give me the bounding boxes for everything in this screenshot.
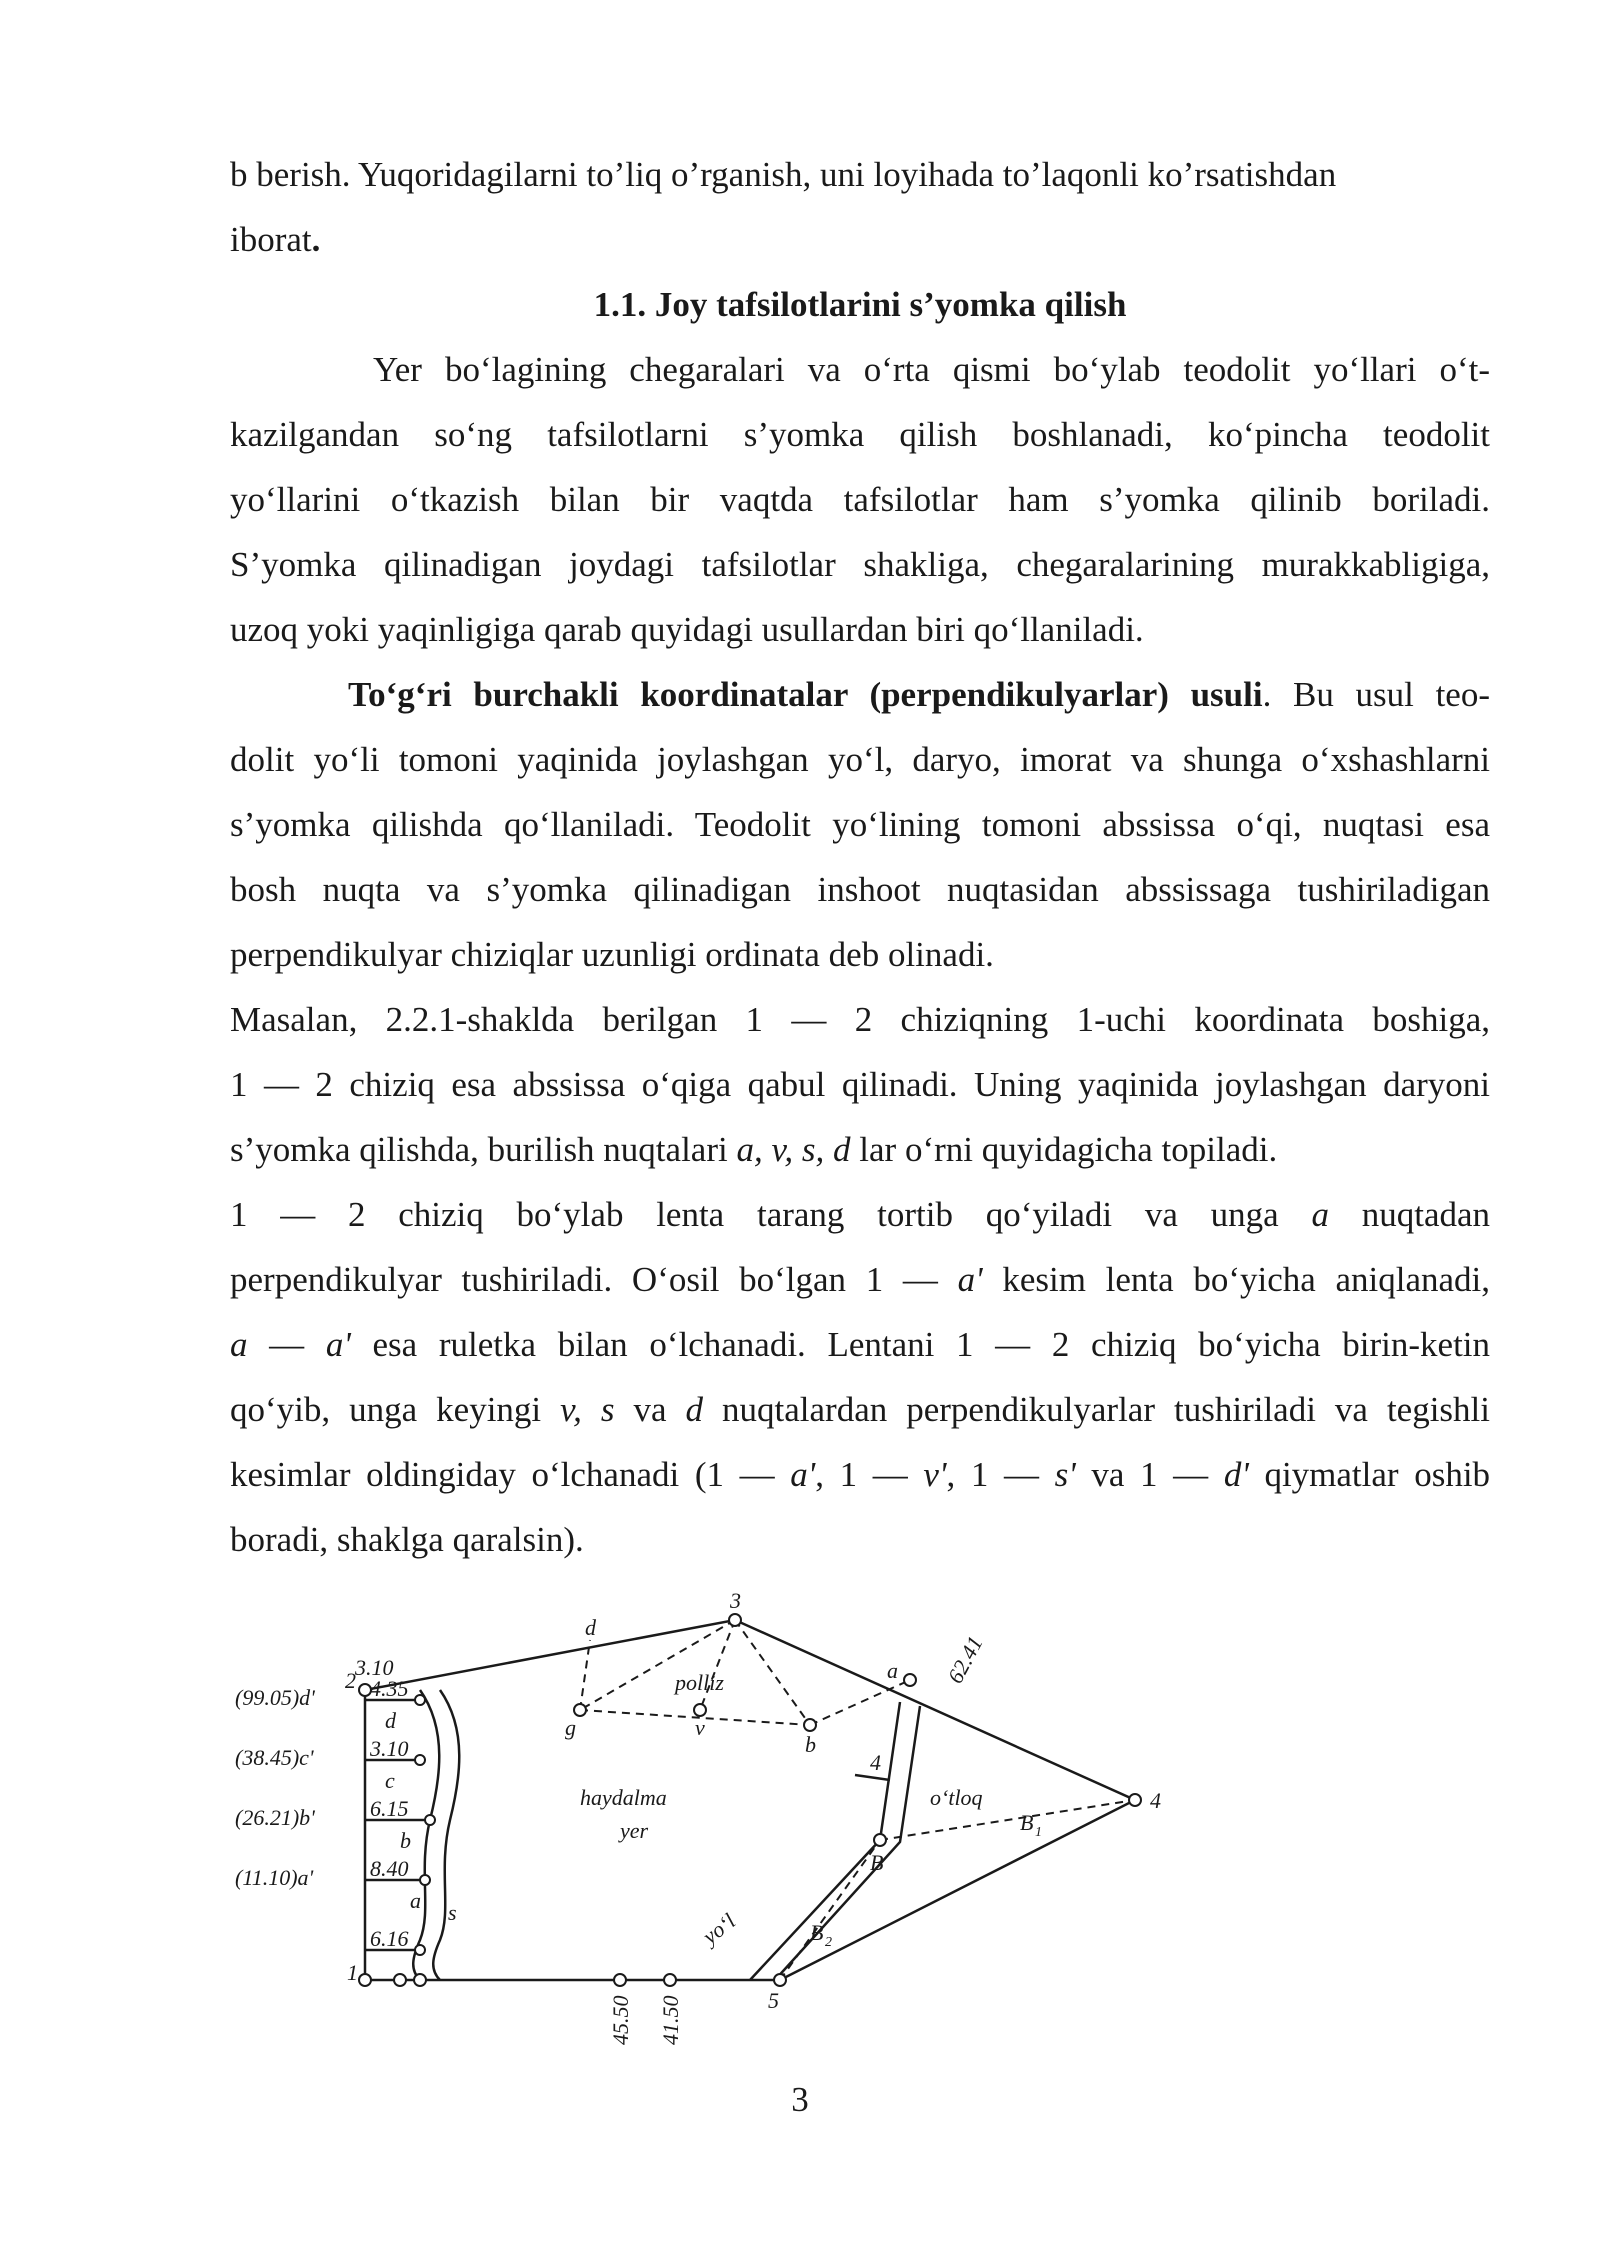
text-line: [230, 805, 1490, 845]
text-span: perpendikulyar chiziqlar uzunligi ordinata deb olinadi.: [230, 935, 994, 974]
text-span: kesimlar oldingiday o‘lchanadi (1 —: [230, 1455, 775, 1494]
label-ordinate-d: (99.05)d': [235, 1685, 315, 1710]
label-polliz: polliz: [675, 1670, 724, 1695]
text-span: Yer bo‘lagining chegaralari va o‘rta qismi bo‘ylab teodolit yo‘llari o‘t-: [373, 350, 1490, 389]
label-3: 3: [730, 1588, 741, 1613]
figure-labels: [235, 1588, 1161, 2045]
text-span: kazilgandan so‘ng tafsilotlarni s’yomka qilish boshlanadi, ko‘pincha teodolit: [230, 415, 1490, 454]
text-span: a': [790, 1455, 816, 1494]
label-angle-b1: B: [1020, 1810, 1034, 1835]
station-3: [729, 1614, 741, 1626]
label-base-1: 45.50: [608, 1995, 633, 2045]
label-d-top: d: [585, 1615, 596, 1640]
point-a-prime: [420, 1875, 430, 1885]
text-span: v': [923, 1455, 947, 1494]
page-number: 3: [791, 2080, 809, 2119]
label-angle-b2: B: [810, 1920, 824, 1945]
point-b: [804, 1719, 816, 1731]
text-span: 1 — 2 chiziq bo‘ylab lenta tarang tortib qo‘yiladi va unga: [230, 1195, 1279, 1234]
station-1: [359, 1974, 371, 1986]
label-c: c: [385, 1768, 395, 1793]
label-otloq: o‘tloq: [930, 1785, 983, 1810]
text-span: s': [1054, 1455, 1076, 1494]
text-span: nuqtadan: [1361, 1195, 1491, 1234]
text-span: .: [311, 220, 321, 259]
text-span: qo‘yib, unga keyingi: [230, 1390, 542, 1429]
text-span: bosh nuqta va s’yomka qilinadigan inshoot nuqtasidan abssissaga tushiriladigan: [230, 870, 1490, 909]
g-to-d: [580, 1640, 590, 1710]
text-span: Masalan, 2.2.1-shaklda berilgan 1 — 2 chiziqning 1-uchi koordinata boshiga,: [230, 1000, 1490, 1039]
text-span: b berish. Yuqoridagilarni to’liq o’rganish, uni loyihada to’laqonli ko’rsatishdan: [230, 155, 1337, 194]
ray-3-v: [700, 1620, 735, 1710]
point-s-prime: [415, 1945, 425, 1955]
text-span: iborat: [230, 220, 312, 259]
road-right-edge: [775, 1706, 920, 1980]
label-measure-5: 6.16: [370, 1926, 409, 1951]
river-left-bank: [413, 1690, 439, 1980]
station-point: [394, 1974, 406, 1986]
text-line: [230, 1130, 1490, 1170]
station-point: [664, 1974, 676, 1986]
point-c-prime: [415, 1755, 425, 1765]
label-road-width: 4: [870, 1750, 881, 1775]
point-b-prime: [425, 1815, 435, 1825]
label-ordinate-a: (11.10)a': [235, 1865, 314, 1890]
label-ordinate-b: (26.21)b': [235, 1805, 315, 1830]
label-haydalma: haydalma: [580, 1785, 667, 1810]
label-angle-b1-sub: 1: [1035, 1825, 1042, 1840]
text-line: [230, 1325, 1490, 1365]
text-span: va: [633, 1390, 667, 1429]
text-span: yo‘llarini o‘tkazish bilan bir vaqtda tafsilotlar ham s’yomka qilinib boriladi.: [230, 480, 1490, 519]
meadow-arrow: [855, 1775, 890, 1780]
text-span: qiymatlar oshib: [1264, 1455, 1491, 1494]
text-span: nuqtalardan perpendikulyarlar tushiriladi va tegishli: [722, 1390, 1491, 1429]
label-top-distance: 3.10: [355, 1655, 394, 1680]
text-line: [230, 1195, 1490, 1235]
label-1: 1: [347, 1960, 358, 1985]
text-line: [230, 610, 1490, 650]
b-to-a: [810, 1680, 910, 1725]
text-line: [230, 480, 1490, 520]
text-line: [230, 415, 1490, 455]
label-b-left: b: [400, 1828, 411, 1853]
label-2: 2: [345, 1668, 356, 1693]
label-d: d: [385, 1708, 396, 1733]
point-d-prime: [415, 1695, 425, 1705]
text-span: . Bu usul teo-: [1262, 675, 1490, 714]
text-span: lar o‘rni quyidagicha topiladi.: [859, 1130, 1278, 1169]
label-angle-b2-sub: 2: [825, 1935, 832, 1950]
text-line: [373, 350, 1490, 390]
station-B: [874, 1834, 886, 1846]
method-title: To‘g‘ri burchakli koordinatalar (perpendikulyarlar) usuli: [348, 675, 1263, 714]
text-span: —: [269, 1325, 305, 1364]
text-span: a: [230, 1325, 248, 1364]
label-measure-4: 8.40: [370, 1856, 409, 1881]
text-line: [230, 220, 1490, 260]
station-point: [614, 1974, 626, 1986]
text-line: [230, 1455, 1490, 1495]
label-road: yo‘l: [697, 1908, 741, 1949]
label-road-distance: 62.41: [942, 1631, 988, 1688]
text-line: [230, 740, 1490, 780]
figure-lines: [365, 1620, 1135, 1980]
text-span: d': [1223, 1455, 1249, 1494]
text-span: uzoq yoki yaqinligiga qarab quyidagi usullardan biri qo‘llaniladi.: [230, 610, 1144, 649]
label-B: B: [870, 1850, 884, 1875]
label-ordinate-c: (38.45)c': [235, 1745, 314, 1770]
text-line: [230, 1065, 1490, 1105]
text-line: [230, 1000, 1490, 1040]
label-v: v: [695, 1715, 705, 1740]
text-span: S’yomka qilinadigan joydagi tafsilotlar shakliga, chegaralarining murakkabligiga,: [230, 545, 1490, 584]
label-b: b: [805, 1732, 816, 1757]
text-span: v, s: [560, 1390, 615, 1429]
text-span: esa ruletka bilan o‘lchanadi. Lentani 1 — 2 chiziq bo‘yicha birin-ketin: [372, 1325, 1491, 1364]
label-measure-1: 4.35: [370, 1676, 409, 1701]
text-span: a': [957, 1260, 983, 1299]
text-span: , 1 —: [815, 1455, 908, 1494]
label-a-left: a: [410, 1888, 421, 1913]
text-line: [230, 155, 1490, 195]
survey-figure: [220, 1580, 1200, 2050]
traverse-polygon: [365, 1620, 1135, 1980]
label-yer: yer: [620, 1818, 649, 1843]
label-base-2: 41.50: [658, 1995, 683, 2045]
text-span: a': [325, 1325, 351, 1364]
label-a: a: [887, 1658, 898, 1683]
text-span: dolit yo‘li tomoni yaqinida joylashgan yo‘l, daryo, imorat va shunga o‘xshashlarni: [230, 740, 1490, 779]
text-span: , 1 —: [946, 1455, 1039, 1494]
text-line: [230, 935, 1490, 975]
point-a: [904, 1674, 916, 1686]
text-span: s’yomka qilishda, burilish nuqtalari: [230, 1130, 728, 1169]
label-s: s: [448, 1900, 457, 1925]
label-measure-2: 3.10: [370, 1736, 409, 1761]
heading-text: 1.1. Joy tafsilotlarini s’yomka qilish: [593, 285, 1127, 324]
text-span: perpendikulyar tushiriladi. O‘osil bo‘lgan 1 —: [230, 1260, 938, 1299]
section-heading: [230, 285, 1490, 325]
label-g: g: [565, 1715, 576, 1740]
text-span: d: [685, 1390, 704, 1429]
label-5: 5: [768, 1988, 779, 2013]
text-line: [230, 545, 1490, 585]
text-span: kesim lenta bo‘yicha aniqlanadi,: [1002, 1260, 1491, 1299]
text-line: [348, 675, 1490, 715]
text-line: [230, 1520, 1490, 1560]
station-point: [414, 1974, 426, 1986]
station-5: [774, 1974, 786, 1986]
text-span: a: [1311, 1195, 1329, 1234]
text-line: [230, 1260, 1490, 1300]
label-measure-3: 6.15: [370, 1796, 409, 1821]
text-span: s’yomka qilishda qo‘llaniladi. Teodolit yo‘lining tomoni abssissa o‘qi, nuqtasi esa: [230, 805, 1490, 844]
text-span: boradi, shaklga qaralsin).: [230, 1520, 584, 1559]
text-line: [230, 1390, 1490, 1430]
text-line: [230, 870, 1490, 910]
text-span: va 1 —: [1091, 1455, 1209, 1494]
text-span: a, v, s, d: [736, 1130, 851, 1169]
text-span: 1 — 2 chiziq esa abssissa o‘qiga qabul qilinadi. Uning yaqinida joylashgan daryoni: [230, 1065, 1490, 1104]
label-4: 4: [1150, 1788, 1161, 1813]
station-4: [1129, 1794, 1141, 1806]
